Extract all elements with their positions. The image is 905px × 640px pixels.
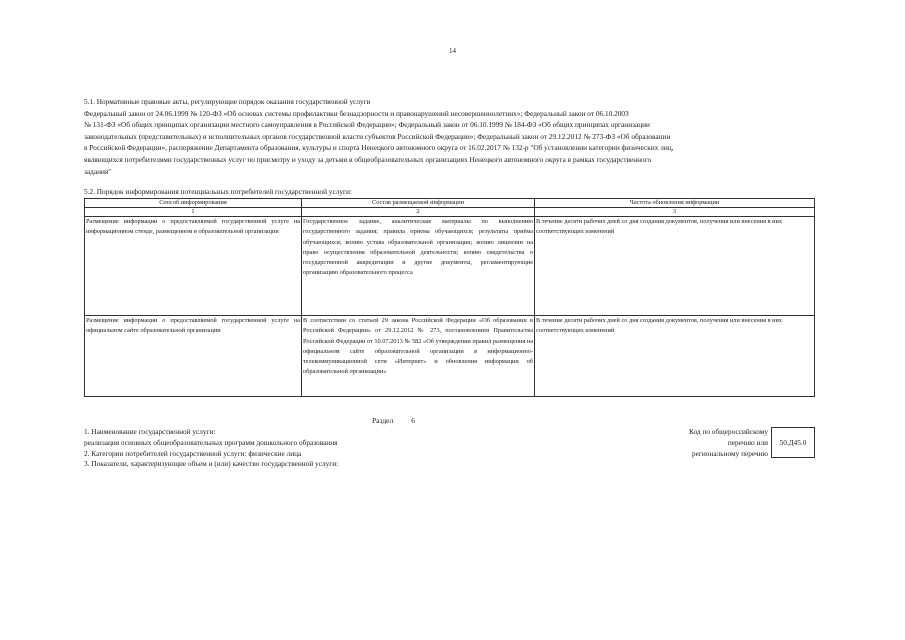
- code-label-line: региональному перечню: [692, 448, 768, 458]
- code-label-line: Код по общероссийскому: [688, 427, 768, 436]
- section-5-1-line: задания": [84, 166, 112, 176]
- code-label: [600, 427, 768, 459]
- column-number: 3: [535, 208, 815, 217]
- section-5-1-heading: 5.1. Нормативные правовые акты, регулирующие порядок оказания государственной услуги: [84, 97, 371, 106]
- header-frequency: Частота обновления информации: [535, 199, 815, 208]
- registry-code-box: 50.Д45.0: [771, 427, 815, 458]
- column-number: 1: [85, 208, 302, 217]
- indicators-label: 3. Показатели, характеризующие объем и (или) качество государственной услуги:: [84, 459, 339, 469]
- service-name-label: 1. Наименование государственной услуги:: [84, 427, 216, 436]
- header-content: Состав размещаемой информации: [302, 199, 535, 208]
- cell-method: Размещение информации о предоставляемой государственной услуге на информационном стенде, размещенном в образовательной организации: [85, 217, 302, 316]
- header-method: Способ информирования: [85, 199, 302, 208]
- cell-frequency: В течение десяти рабочих дней со дня создания документов, получения или внесения в них соответствующих изменений: [535, 217, 815, 316]
- service-name-value: реализация основных общеобразовательных программ дошкольного образования: [84, 437, 338, 447]
- column-number: 2: [302, 208, 535, 217]
- section-5-2-title: 5.2. Порядок информирования потенциальных потребителей государственной услуги:: [84, 187, 352, 196]
- section-5-1-line: № 131-ФЗ «Об общих принципах организации местного самоуправления в Российской Федерации»; Федеральный закон от 06.10.1999 № 184-ФЗ «Об общих принципах организации: [84, 120, 650, 130]
- table-row: [85, 316, 815, 397]
- section-5-1-line: являющихся потребителями государственных услуг по присмотру и уходу за детьми в общеобразовательных организациях Ненецкого автономного округа в рамках государственного: [84, 154, 652, 164]
- section-6-items: [84, 427, 338, 470]
- cell-method: Размещение информации о предоставляемой государственной услуге на официальном сайте образовательной организации: [85, 316, 302, 397]
- section-number: 6: [411, 416, 415, 425]
- information-table: [84, 198, 815, 397]
- section-5-1-line: Федеральный закон от 24.06.1999 № 120-ФЗ «Об основах системы профилактики безнадзорности и правонарушений несовершеннолетних»; Федеральный закон от 06.10.2003: [84, 108, 629, 118]
- section-6-heading: [372, 416, 415, 425]
- cell-frequency: В течение десяти рабочих дней со дня создания документов, получения или внесения в них соответствующих изменений: [535, 316, 815, 397]
- section-5-1: [84, 96, 814, 177]
- page-number: 14: [449, 47, 456, 55]
- consumer-category: 2. Категории потребителей государственной услуги: физические лица: [84, 448, 302, 458]
- code-label-line: перечню или: [727, 437, 768, 447]
- cell-content: В соответствии со статьей 29 закона Российской Федерации «Об образовании в Российской Федерации» от 29.12.2012 № 273, постановлением Правительства Российской Федерации от 10.07.2013 № 582 «Об утверждении правил размещения на официальном сайте образовательной организации в информационно-телекоммуникационной сети «Интернет» и обновления информации об образовательной организации»: [302, 316, 535, 397]
- section-label: Раздел: [372, 416, 394, 425]
- cell-content: Государственное задание, аналитические материалы по выполнению государственного задания; правила приема обучающихся; результаты приёма обучающихся; копию устава образовательной организации; копию лицензии на право осуществления образовательной деятельности; копию свидетельства о государственной аккредитации и другие документы, регламентирующие организацию образовательного процесса: [302, 217, 535, 316]
- section-5-1-line: в Российской Федерации», распоряжение Департамента образования, культуры и спорта Ненецкого автономного округа от 16.02.2017 № 132-р "Об установлении категории физических лиц,: [84, 143, 674, 153]
- section-5-1-line: законодательных (представительных) и исполнительных органов государственной власти субъектов Российской Федерации»; Федеральный закон от 29.12.2012 № 273-ФЗ «Об образовании: [84, 131, 671, 141]
- table-row: [85, 217, 815, 316]
